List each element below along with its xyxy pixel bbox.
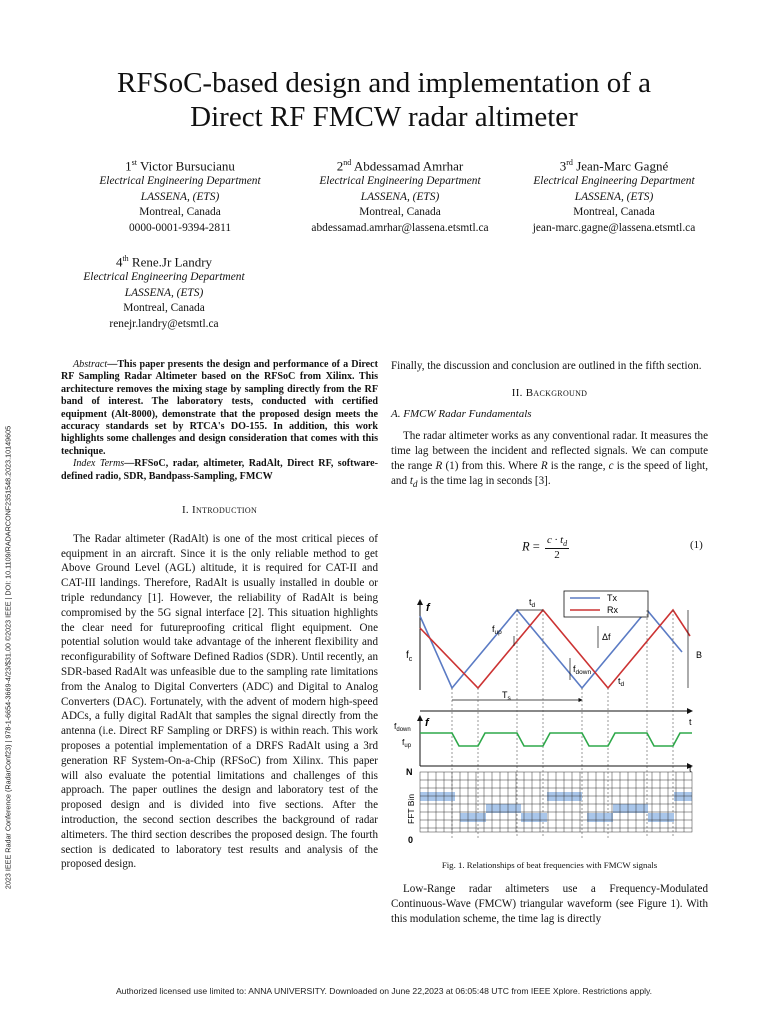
fft-grid (420, 772, 692, 832)
author-name: Jean-Marc Gagné (576, 158, 669, 174)
author-contact: jean-marc.gagne@lassena.etsmtl.ca (532, 221, 696, 234)
fup-label: $f_{up}$ (492, 624, 502, 636)
f-label: f (426, 602, 430, 614)
intro-paragraph: The Radar altimeter (RadAlt) is one of the most critical pieces of equipment in an aircraft. Since it is the only reliable method to get Above Ground Level (AGL) altitude, it is required for CAT-II and CAT-III landings. Therefore, RadAlt is usually installed in double or triple redundancy [1]. However, the reliability of RadAlt is being compromised by the 5G signal interface [2]. This situation highlights the clear need for futureproofing critical flight equipment. One potential solution would take advantage of the inherent flexibility and reconfigurability of Software Defined Radios (SDR). Until recently, an SDR-based RadAlt was unfeasible due to the sampling rate limitations from the Analog to Digital Converters (ADC) and Digital to Analog Converters (DAC). Fortunately, with the advent of modern high-speed ADCs, a fully digital RadAlt that samples the signal directly from the antenna (i.e. Direct RF Sampling or DRFS) is within reach. This work proposes a potential implementation of a DRFS RadAlt using a 3rd generation RF System-On-a-Chip (RFSoC) from Xilinx. This paper will also evaluate the potential limitations and challenges of this approach. The paper outlines the design and laboratory test of the proposed design and is divided into five sections. After the introduction, the second section describes the background of radar altimeters. The third section describes the proposed design. The fourth section is dedicated to laboratory test results and analysis of the proposed design. (61, 532, 378, 871)
B-label: B (696, 650, 703, 660)
section-heading-background: II. Background (511, 386, 588, 399)
t-label-top: t (689, 717, 692, 727)
legend (564, 591, 648, 617)
legend-rx-label: Rx (607, 605, 618, 615)
author-block-4: 4th Rene.Jr Landry Electrical Engineering Department LASSENA, (ETS) Montreal, Canada renejr.landry@etsmtl.ca (44, 250, 284, 332)
beat-frequency-line (420, 733, 692, 746)
title-line-1: RFSoC-based design and implementation of a (116, 67, 651, 99)
fc-label: $f_c$ (406, 650, 413, 663)
author-contact: renejr.landry@etsmtl.ca (109, 317, 219, 330)
doi-sidebar: 2023 IEEE Radar Conference (RadarConf23) | 978-1-6654-3669-4/23/$31.00 ©2023 IEEE | DOI: 10.1109/RADARCONF2351548.2023.10149605 (3, 425, 13, 890)
fft-bin-axis-label: FFT Bin (406, 793, 416, 824)
fft-N-label: N (406, 767, 413, 777)
background-paragraph: The radar altimeter works as any conventional radar. It measures the time lag between the incident and reflected signals. We can compute the range R (1) from this. Where R is the range, c is the speed of light, and $t_d$ is the time lag in seconds [3]. (391, 430, 708, 490)
author-name: Abdessamad Amrhar (353, 158, 464, 174)
subsection-heading: A. FMCW Radar Fundamentals (391, 407, 532, 420)
figure-1 (392, 588, 708, 850)
section-heading-introduction: I. Introduction (181, 504, 258, 517)
fdown-label: $f_{down}$ (573, 664, 592, 676)
tx-waveform (420, 610, 682, 688)
author-name: Victor Bursucianu (139, 158, 235, 174)
author-block-3: 3rd Jean-Marc Gagné Electrical Engineering Department LASSENA, (ETS) Montreal, Canada jean-marc.gagne@lassena.etsmtl.ca (494, 154, 734, 236)
figure-caption: Fig. 1. Relationships of beat frequencies with FMCW signals (441, 860, 658, 870)
title-line-2: Direct RF FMCW radar altimeter (190, 101, 578, 133)
ts-label: $T_s$ (502, 690, 511, 702)
left-column (61, 359, 378, 872)
td-label-bottom: $t_d$ (618, 676, 625, 688)
td-label-top: $t_d$ (529, 597, 536, 609)
author-name: Rene.Jr Landry (131, 254, 213, 270)
author-block-2: 2nd Abdessamad Amrhar Electrical Engineering Department LASSENA, (ETS) Montreal, Canada abdessamad.amrhar@lassena.etsmtl.ca (280, 154, 520, 236)
beat-fdown-label: $f_{down}$ (394, 721, 411, 733)
rx-waveform (420, 610, 690, 688)
author-block-1: 1st Victor Bursucianu Electrical Engineering Department LASSENA, (ETS) Montreal, Canada 0000-0001-9394-2811 (60, 154, 300, 236)
equation-1: R = $\frac{c \cdot t_d}{2}$ (522, 534, 568, 562)
author-contact: abdessamad.amrhar@lassena.etsmtl.ca (311, 221, 489, 234)
t-label-bottom: t (689, 764, 692, 774)
paper-title (0, 66, 768, 134)
beat-f-label: f (425, 717, 429, 729)
legend-tx-label: Tx (607, 593, 617, 603)
lowrange-paragraph: Low-Range radar altimeters use a Frequency-Modulated Continuous-Wave (FMCW) triangular waveform (see Figure 1). With this modulation scheme, the time lag is directly (391, 883, 708, 925)
fft-zero-label: 0 (408, 835, 414, 845)
right-column (391, 359, 708, 493)
intro-continuation: Finally, the discussion and conclusion are outlined in the fifth section. (391, 360, 702, 372)
delta-f-label: Δf (602, 632, 611, 642)
author-contact: 0000-0001-9394-2811 (128, 221, 232, 234)
beat-fup-label: $f_{up}$ (402, 737, 412, 749)
equation-number: (1) (690, 539, 703, 551)
index-terms: Index Terms—RFSoC, radar, altimeter, RadAlt, Direct RF, software-defined radio, SDR, Bandpass-Sampling, FMCW (61, 458, 378, 482)
abstract: Abstract—This paper presents the design and performance of a Direct RF Sampling Radar Altimeter based on the RFSoC from Xilinx. This architecture removes the mixing stage by sampling directly from the RF band of interest. The laboratory tests, conducted with certified equipment (Alt-8000), demonstrate that the proposed design meets the accuracy standards set by RTCA's DO-155. In addition, this work highlights some challenges and design consideration that comes with this technique. (61, 359, 378, 457)
license-footer: Authorized licensed use limited to: ANNA UNIVERSITY. Downloaded on June 22,2023 at 06:05:48 UTC from IEEE Xplore. Restrictions apply. (115, 986, 653, 996)
